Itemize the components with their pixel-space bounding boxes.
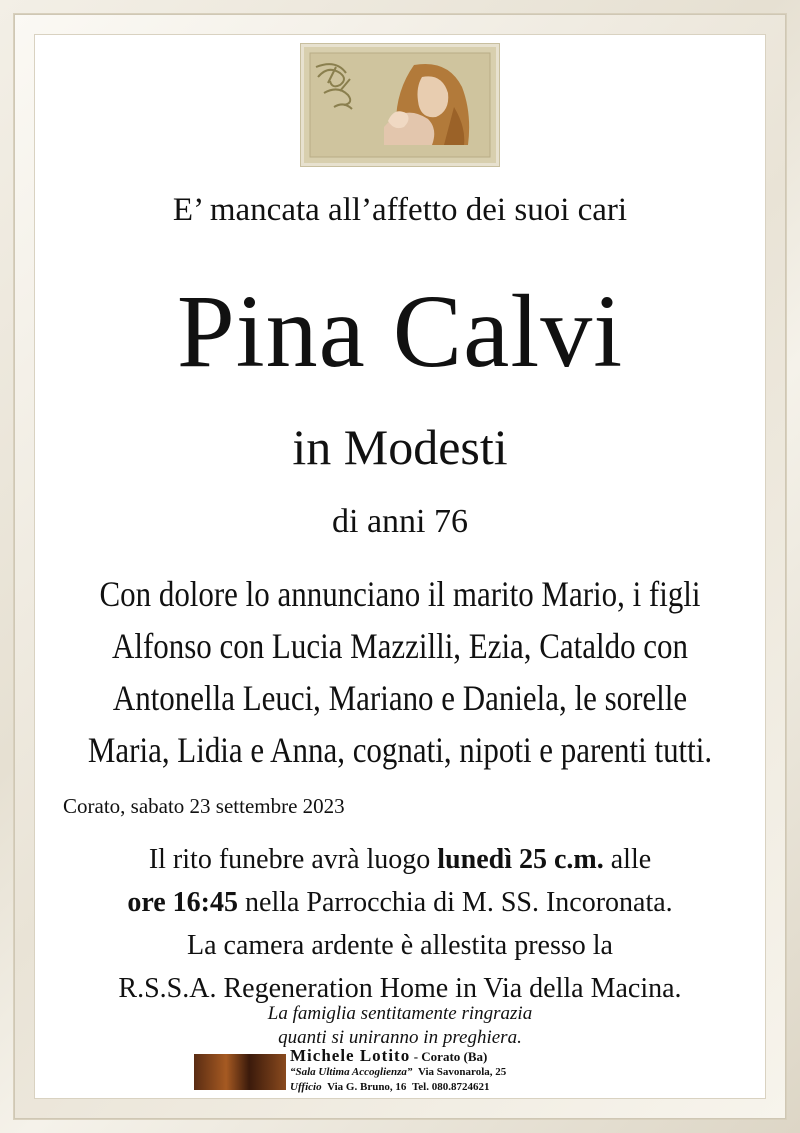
funeral-text: Il rito funebre avrà luogo xyxy=(148,844,438,875)
place-date: Corato, sabato 23 settembre 2023 xyxy=(63,794,345,818)
funeral-date: lunedì 25 c.m. xyxy=(437,844,604,875)
funeral-info xyxy=(0,838,800,1010)
announcement-line: Antonella Leuci, Mariano e Daniela, le sorelle xyxy=(112,678,688,718)
funeral-line-1 xyxy=(0,838,800,881)
funeral-line-2 xyxy=(0,881,800,924)
deceased-name: Pina Calvi xyxy=(176,274,624,389)
thanks-line: La famiglia sentitamente ringrazia xyxy=(267,1003,533,1024)
agency-office-label: Ufficio xyxy=(290,1081,322,1093)
madonna-image xyxy=(301,44,499,166)
announcement-line: Maria, Lidia e Anna, cognati, nipoti e parenti tutti. xyxy=(87,730,713,770)
agency-phone: Tel. 080.8724621 xyxy=(411,1081,490,1093)
funeral-line-3: La camera ardente è allestita presso la xyxy=(187,930,613,961)
announcement xyxy=(40,568,761,776)
announcement-line: Con dolore lo annunciano il marito Mario, i figli xyxy=(99,574,701,614)
thanks-line: quanti si uniranno in preghiera. xyxy=(278,1027,522,1048)
agency-hall-address: Via Savonarola, 25 xyxy=(417,1066,507,1078)
agency-name: Michele Lotito xyxy=(290,1046,411,1065)
announcement-line: Alfonso con Lucia Mazzilli, Ezia, Cataldo con xyxy=(111,626,689,666)
madonna-and-child-icon xyxy=(304,47,496,163)
thanks xyxy=(0,1002,800,1050)
funeral-text: alle xyxy=(603,844,652,875)
intro-text: E’ mancata all’affetto dei suoi cari xyxy=(172,192,628,228)
funeral-line-4: R.S.S.A. Regeneration Home in Via della Macina. xyxy=(118,973,682,1004)
agency-hall: “Sala Ultima Accoglienza” xyxy=(290,1066,413,1078)
age-text: di anni 76 xyxy=(332,503,468,540)
agency-city: - Corato (Ba) xyxy=(413,1049,488,1064)
funeral-time: ore 16:45 xyxy=(127,887,239,918)
married-name: in Modesti xyxy=(292,419,508,475)
agency-office-address: Via G. Bruno, 16 xyxy=(327,1081,407,1093)
agency-photo xyxy=(194,1054,286,1090)
agency-info xyxy=(290,1048,506,1095)
funeral-text: nella Parrocchia di M. SS. Incoronata. xyxy=(238,887,673,918)
